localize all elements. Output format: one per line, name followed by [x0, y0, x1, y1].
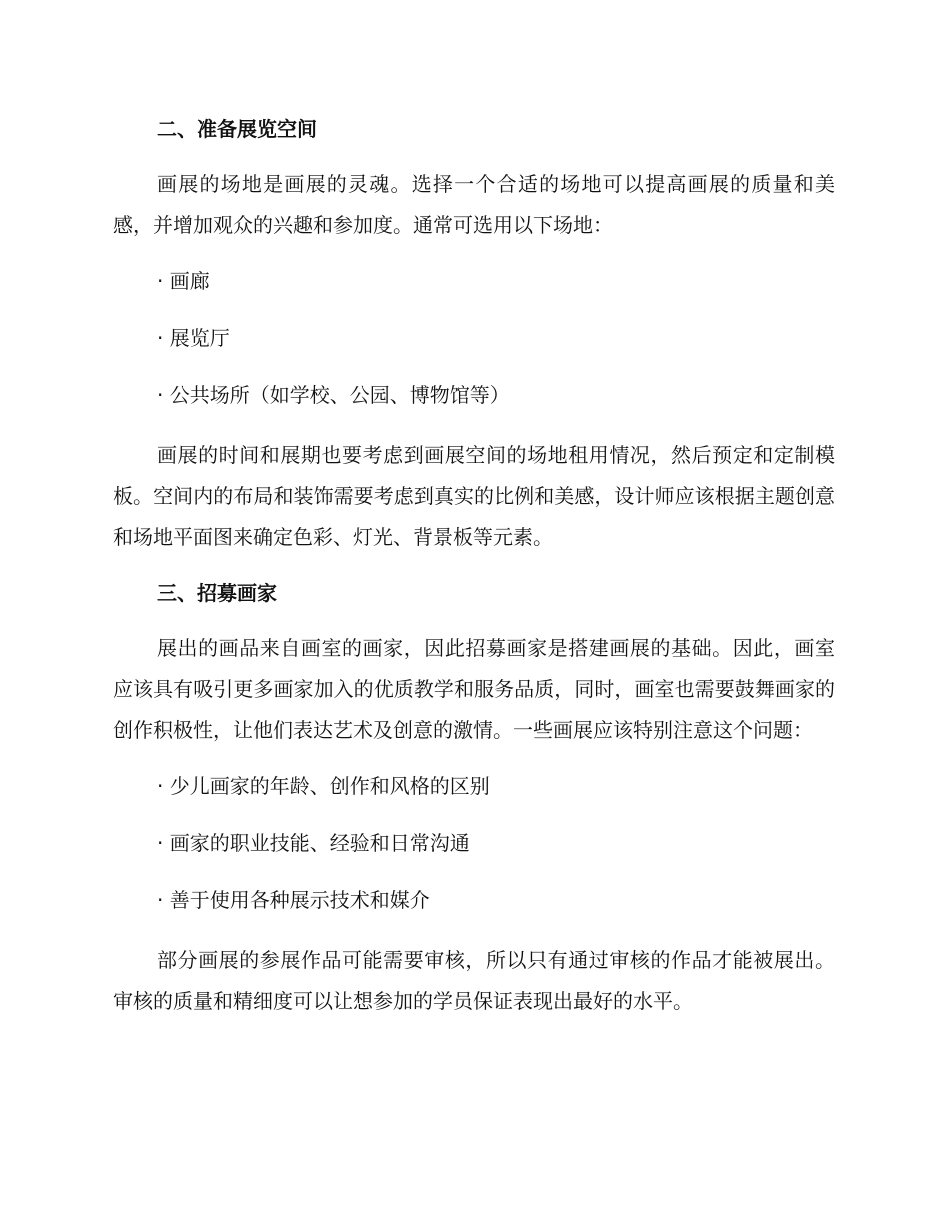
paragraph-venue-closing: 画展的时间和展期也要考虑到画展空间的场地租用情况，然后预定和定制模板。空间内的布局和装饰需要考虑到真实的比例和美感，设计师应该根据主题创意和场地平面图来确定色彩、灯光、背景板等元素。 — [113, 443, 835, 549]
paragraph-recruit-closing: 部分画展的参展作品可能需要审核，所以只有通过审核的作品才能被展出。审核的质量和精细度可以让想参加的学员保证表现出最好的水平。 — [113, 948, 835, 1013]
paragraph-venue-intro: 画展的场地是画展的灵魂。选择一个合适的场地可以提高画展的质量和美感，并增加观众的兴趣和参加度。通常可选用以下场地： — [113, 172, 835, 237]
list-item: · 展览厅 — [157, 326, 230, 350]
list-item: · 公共场所（如学校、公园、博物馆等） — [157, 383, 510, 407]
paragraph-recruit-intro: 展出的画品来自画室的画家，因此招募画家是搭建画展的基础。因此，画室应该具有吸引更多画家加入的优质教学和服务品质，同时，画室也需要鼓舞画家的创作积极性，让他们表达艺术及创意的激情。一些画展应该特别注意这个问题： — [113, 636, 835, 742]
section-heading-prepare-space: 二、准备展览空间 — [157, 117, 317, 141]
list-item: · 画家的职业技能、经验和日常沟通 — [157, 831, 470, 855]
section-heading-recruit-painters: 三、招募画家 — [157, 581, 277, 605]
list-item: · 画廊 — [157, 269, 210, 293]
document-page — [113, 112, 835, 1040]
list-item: · 善于使用各种展示技术和媒介 — [157, 888, 430, 912]
list-item: · 少儿画家的年龄、创作和风格的区别 — [157, 774, 490, 798]
